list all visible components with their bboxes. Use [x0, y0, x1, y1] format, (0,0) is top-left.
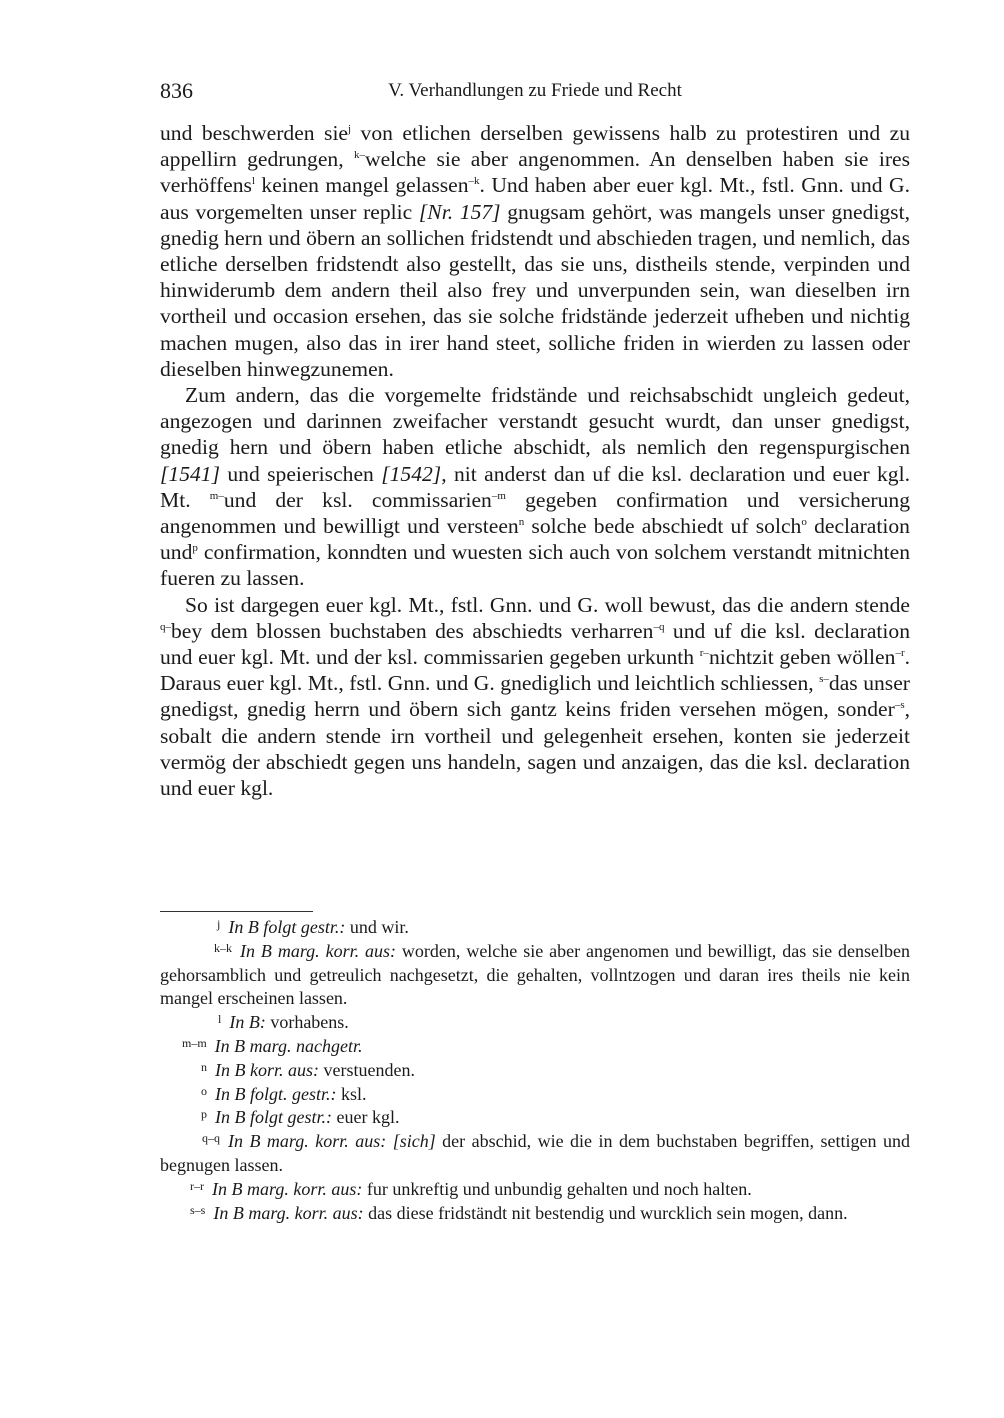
text-run: gnugsam gehört, was mangels unser gnedigst, gnedig hern und öbern an sollichen fridstendt und abschieden tragen, und nemlich, das etliche derselben fridstendt also gestellt, das sie uns, distheils stende, verpinden und hinwiderumb dem andern theil also frey und unverpunden sein, wan dieselben irn vortheil und occasion ersehen, das sie solche fridstände jederzeit ufheben und nichtig machen mugen, also das in irer hand steet, solliche friden in wierden zu lassen oder dieselben hinwegzunemen.	[160, 199, 910, 381]
footnote-mark: j	[348, 123, 352, 135]
footnote-mark: –k	[468, 175, 480, 188]
footnotes	[160, 916, 910, 1225]
footnote-text: der abschid, wie die in dem buchstaben begriffen, settigen und begnugen lassen.	[160, 1131, 910, 1175]
text-run: declaration und	[160, 514, 910, 565]
year-reference: [1542]	[381, 461, 442, 486]
main-text	[160, 120, 910, 801]
paragraph-2	[160, 382, 910, 592]
footnote-label: s–s	[190, 1202, 206, 1217]
footnote	[160, 940, 910, 1011]
footnote-label: n	[201, 1059, 207, 1074]
editorial-note: In B folgt gestr.:	[228, 917, 346, 937]
text-run: , sobalt die andern stende irn vortheil und gelegenheit ersehen, konten sie jederzeit vermög der abschiedt gegen uns handeln, sagen und anzaigen, das die ksl. declaration und euer kgl.	[160, 697, 910, 801]
editorial-note: In B:	[229, 1012, 266, 1033]
text-run: gegeben confirmation und versicherung angenommen und bewilligt und versteen	[160, 487, 910, 539]
footnote	[160, 1106, 910, 1130]
footnote-mark: m–	[209, 489, 224, 502]
footnote-separator	[160, 911, 313, 912]
footnote-mark: –r	[895, 647, 905, 660]
footnote-mark: –q	[653, 620, 665, 633]
text-run: keinen mangel gelassen	[255, 173, 469, 198]
footnote	[160, 1083, 910, 1107]
text-run: und beschwerden sie	[160, 121, 349, 145]
footnote	[160, 1035, 910, 1059]
footnote-label: k–k	[214, 940, 232, 955]
footnote-mark: –s	[894, 699, 905, 712]
text-run: das unser gnedigst, gnedig herrn und öbern sich gantz keins friden versehen mögen, sonder	[160, 671, 910, 722]
text-run: welche sie aber angenommen. An denselben haben sie ires verhöffens	[160, 147, 910, 198]
footnote-text: und wir.	[345, 917, 409, 937]
text-run: confirmation, konndten und wuesten sich auch von solchem verstandt mitnichten fueren zu lassen.	[160, 540, 910, 591]
footnote-label: p	[201, 1107, 207, 1122]
footnote-label: j	[217, 917, 221, 931]
text-run: und der ksl. commissarien	[223, 487, 492, 512]
editorial-note: In B marg. korr. aus:	[240, 940, 396, 961]
footnote-text: vorhabens.	[265, 1012, 349, 1033]
running-head: V. Verhandlungen zu Friede und Recht	[388, 80, 682, 101]
footnote-label: r–r	[190, 1178, 204, 1193]
editorial-note: In B folgt gestr.:	[215, 1107, 332, 1128]
text-run: , nit anderst dan uf die ksl. declaration und euer kgl. Mt.	[160, 461, 911, 512]
page-number: 836	[160, 78, 193, 103]
editorial-note: In B marg. nachgetr.	[214, 1035, 363, 1056]
footnote-mark: r–	[699, 647, 709, 660]
text-run: solche bede abschiedt uf solch	[524, 514, 802, 539]
footnote-mark: s–	[819, 673, 829, 686]
year-reference: [1541]	[160, 461, 220, 486]
footnote	[160, 1059, 910, 1083]
text-run: und speierischen	[220, 461, 382, 486]
text-run: . Und haben aber euer kgl. Mt., fstl. Gnn. und G. aus vorgemelten unser replic	[160, 173, 910, 224]
footnote	[160, 1130, 910, 1178]
editorial-note: In B marg. korr. aus:	[213, 1202, 364, 1223]
footnote-mark: p	[192, 542, 198, 555]
editorial-note: In B marg. korr. aus:	[212, 1178, 363, 1199]
footnote-mark: n	[518, 516, 525, 529]
footnote-text: ksl.	[336, 1083, 367, 1104]
footnote-mark: –m	[491, 489, 506, 502]
cross-reference: [Nr. 157]	[418, 199, 501, 224]
footnote	[160, 1202, 910, 1226]
footnote-text: fur unkreftig und unbundig gehalten und noch halten.	[362, 1178, 752, 1199]
text-run: nichtzit geben wöllen	[708, 645, 896, 670]
text-run: Zum andern, das die vorgemelte fridstände und reichsabschidt ungleich gedeut, angezogen und darinnen zweifacher verstandt gesucht wurdt, dan unser gnedigst, gnedig hern und öbern haben etliche abschidt, als nemlich den regenspurgischen	[160, 383, 910, 460]
footnote-text: worden, welche sie aber angenomen und bewilligt, das sie denselben gehorsamblich und getreulich nachgesetzt, die gehalten, vollntzogen und daran ires theils nie kein mangel erscheinen lassen.	[160, 940, 911, 1009]
editorial-note: In B marg. korr. aus: [sich]	[228, 1131, 436, 1152]
text-run: von etlichen derselben gewissens halb zu protestiren und zu appellirn gedrungen,	[160, 121, 910, 172]
footnote-text: das diese fridständt nit bestendig und wurcklich sein mogen, dann.	[363, 1202, 848, 1223]
footnote-text: verstuenden.	[319, 1059, 415, 1080]
text-run: So ist dargegen euer kgl. Mt., fstl. Gnn. und G. woll bewust, das die andern stende	[185, 592, 910, 617]
footnote-label: o	[201, 1083, 207, 1098]
paragraph-1	[160, 120, 910, 382]
footnote-mark: k–	[353, 149, 365, 162]
footnote-mark: o	[801, 516, 807, 529]
footnote-label: q–q	[202, 1131, 220, 1146]
text-run: . Daraus euer kgl. Mt., fstl. Gnn. und G. gnediglich und leichtlich schliessen,	[160, 645, 911, 696]
footnote-text: euer kgl.	[332, 1107, 400, 1128]
footnote	[160, 1178, 910, 1202]
footnote-label: l	[218, 1012, 222, 1027]
footnote	[160, 1011, 910, 1035]
footnote	[160, 916, 910, 940]
footnote-label: m–m	[182, 1035, 207, 1050]
editorial-note: In B korr. aus:	[215, 1059, 319, 1080]
editorial-note: In B folgt. gestr.:	[215, 1083, 337, 1104]
text-run: und uf die ksl. declaration und euer kgl. Mt. und der ksl. commissarien gegeben urkunth	[160, 618, 910, 670]
paragraph-3	[160, 592, 910, 802]
footnote-mark: q–	[160, 620, 171, 633]
footnote-mark: l	[251, 175, 256, 188]
text-run: bey dem blossen buchstaben des abschiedts verharren	[171, 618, 654, 643]
